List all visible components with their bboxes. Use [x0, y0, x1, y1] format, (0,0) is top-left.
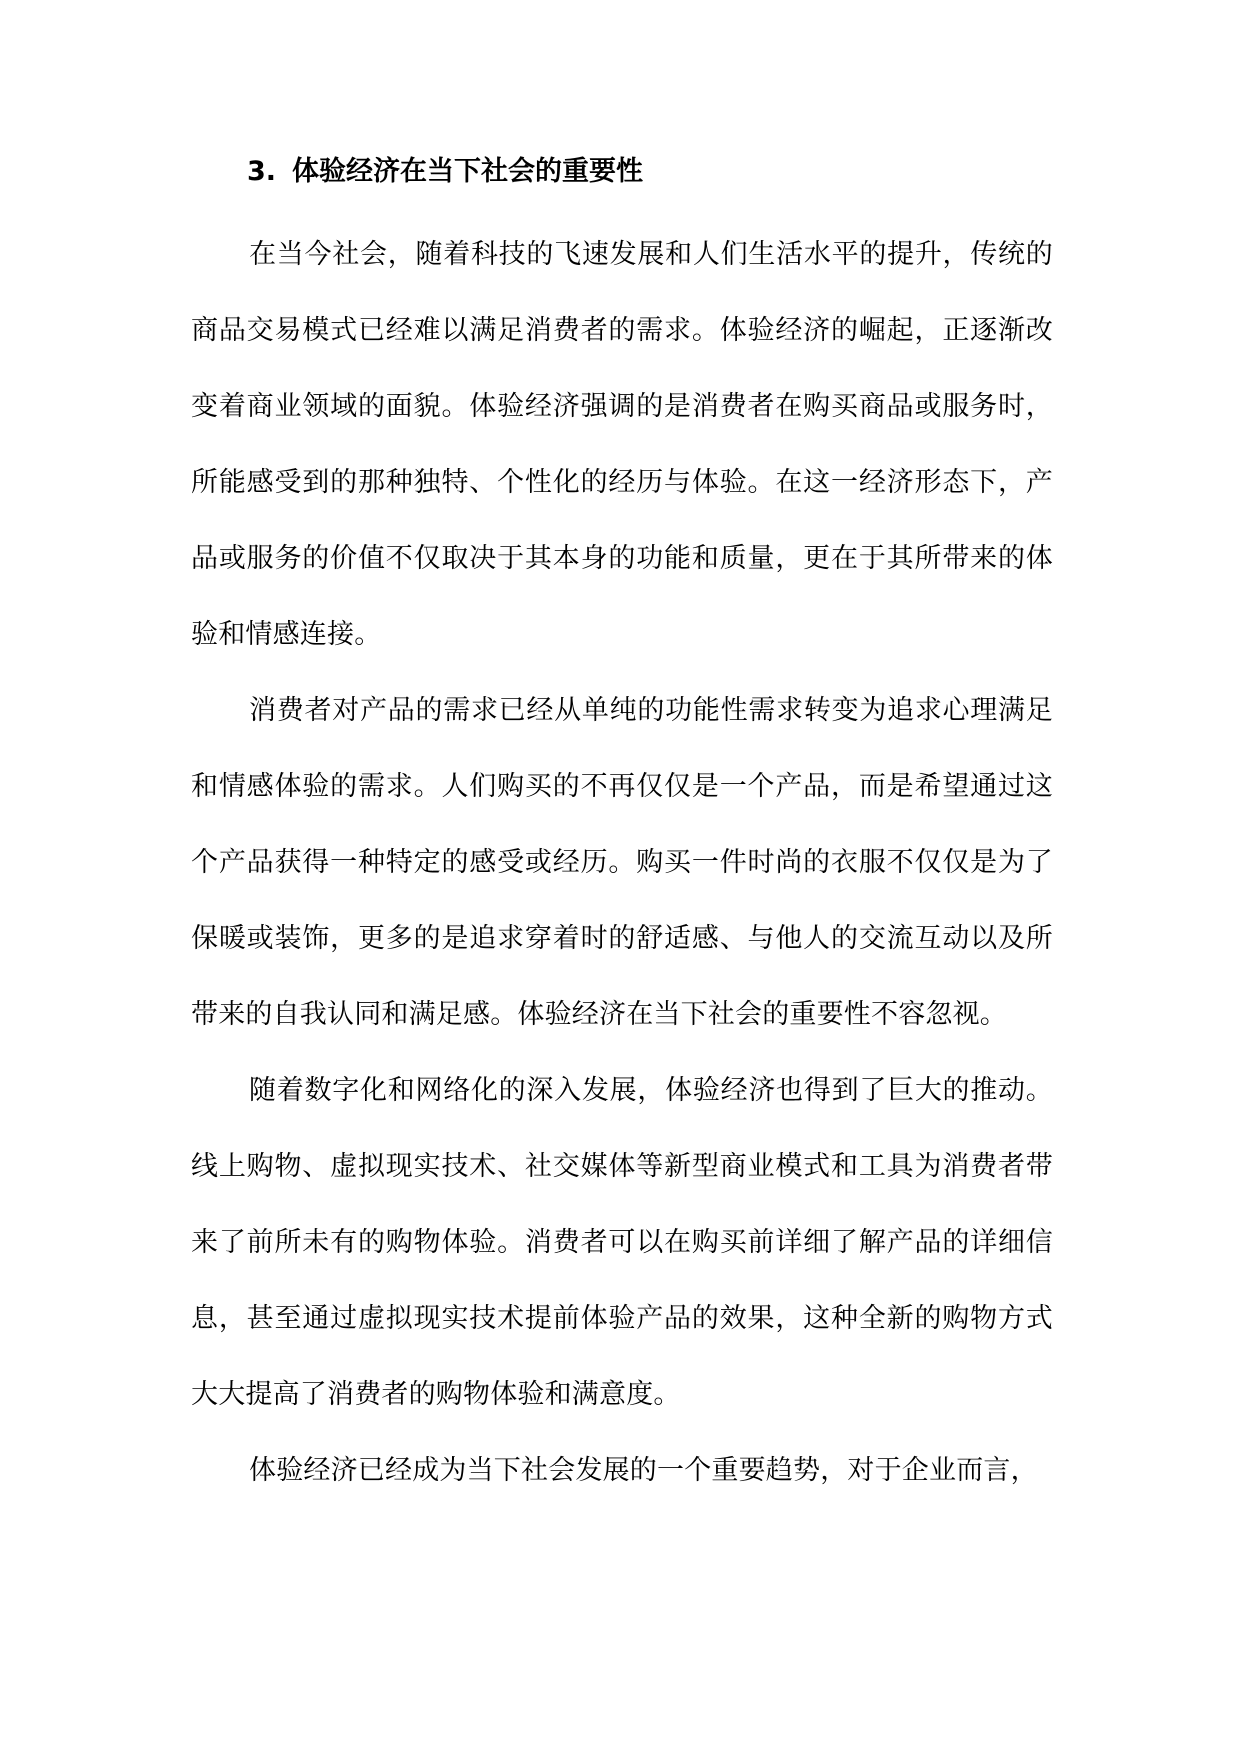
- section-heading: [191, 145, 1053, 199]
- paragraph-1: 在当今社会，随着科技的飞速发展和人们生活水平的提升，传统的商品交易模式已经难以满足消费者的需求。体验经济的崛起，正逐渐改变着商业领域的面貌。体验经济强调的是消费者在购买商品或服务时，所能感受到的那种独特、个性化的经历与体验。在这一经济形态下，产品或服务的价值不仅取决于其本身的功能和质量，更在于其所带来的体验和情感连接。: [191, 239, 1053, 650]
- document-body: [191, 145, 1053, 1509]
- section-title: 体验经济在当下社会的重要性: [292, 156, 644, 187]
- paragraph-2: 消费者对产品的需求已经从单纯的功能性需求转变为追求心理满足和情感体验的需求。人们购买的不再仅仅是一个产品，而是希望通过这个产品获得一种特定的感受或经历。购买一件时尚的衣服不仅仅是为了保暖或装饰，更多的是追求穿着时的舒适感、与他人的交流互动以及所带来的自我认同和满足感。体验经济在当下社会的重要性不容忽视。: [191, 695, 1053, 1030]
- paragraph-4: 体验经济已经成为当下社会发展的一个重要趋势，对于企业而言，: [249, 1455, 1038, 1486]
- section-number: 3.: [247, 156, 277, 187]
- paragraph-3: 随着数字化和网络化的深入发展，体验经济也得到了巨大的推动。线上购物、虚拟现实技术、社交媒体等新型商业模式和工具为消费者带来了前所未有的购物体验。消费者可以在购买前详细了解产品的详细信息，甚至通过虚拟现实技术提前体验产品的效果，这种全新的购物方式大大提高了消费者的购物体验和满意度。: [191, 1075, 1053, 1410]
